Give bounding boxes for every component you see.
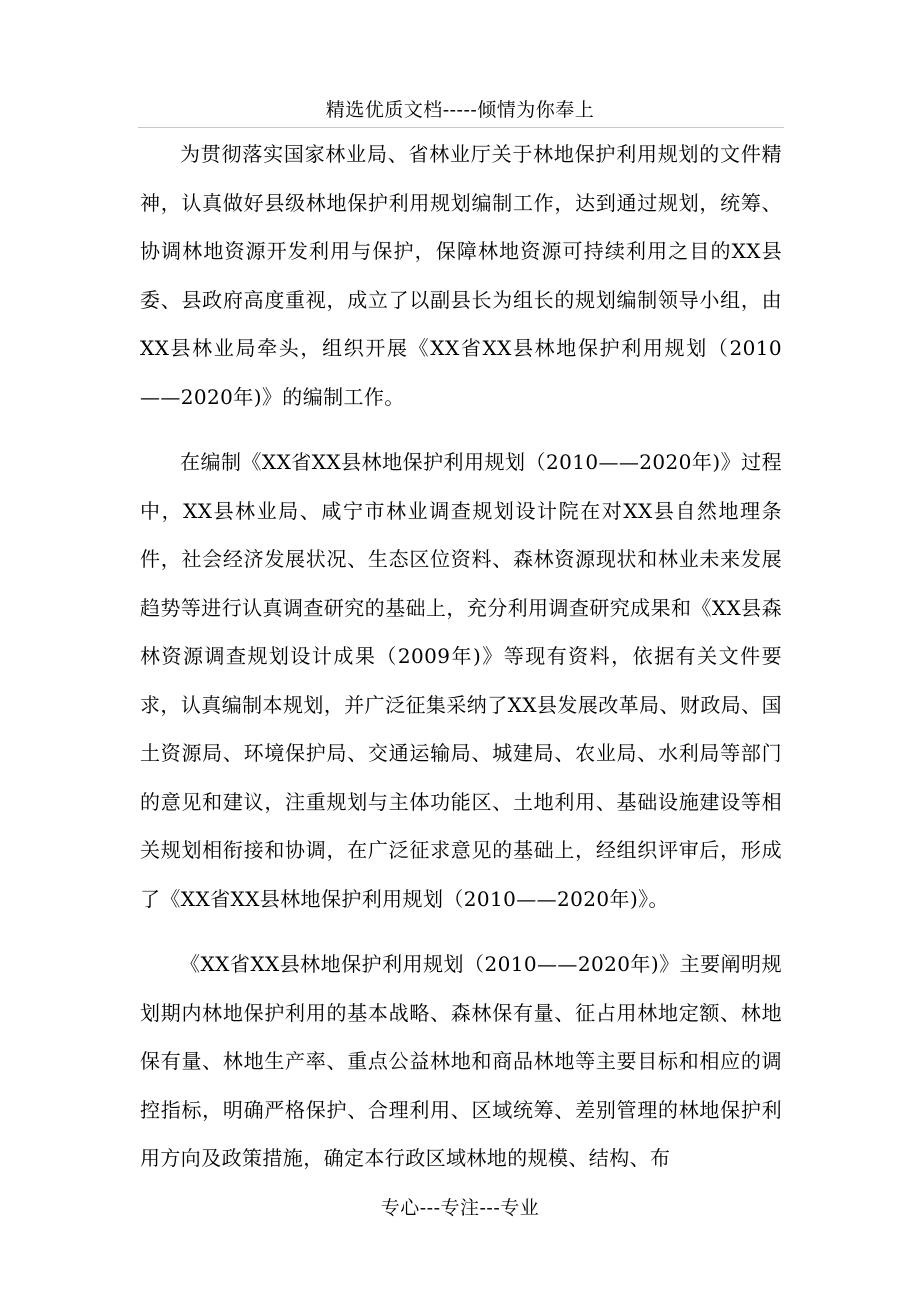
document-body [140,130,782,1200]
paragraph-1: 为贯彻落实国家林业局、省林业厅关于林地保护利用规划的文件精神，认真做好县级林地保护利用规划编制工作，达到通过规划，统筹、协调林地资源开发利用与保护，保障林地资源可持续利用之目的XX县委、县政府高度重视，成立了以副县长为组长的规划编制领导小组，由XX县林业局牵头，组织开展《XX省XX县林地保护利用规划（2010——2020年)》的编制工作。 [140,142,782,409]
header-divider [138,127,784,128]
paragraph-3: 《XX省XX县林地保护利用规划（2010——2020年)》主要阐明规划期内林地保护利用的基本战略、森林保有量、征占用林地定额、林地保有量、林地生产率、重点公益林地和商品林地等主要目标和相应的调控指标，明确严格保护、合理利用、区域统筹、差别管理的林地保护利用方向及政策措施，确定本行政区域林地的规模、结构、布 [140,952,782,1170]
page-footer: 专心---专注---专业 [380,1197,540,1219]
page-header: 精选优质文档-----倾情为你奉上 [325,99,595,121]
paragraph-2: 在编制《XX省XX县林地保护利用规划（2010——2020年)》过程中，XX县林业局、咸宁市林业调查规划设计院在对XX县自然地理条件，社会经济发展状况、生态区位资料、森林资源现状和林业未来发展趋势等进行认真调查研究的基础上，充分利用调查研究成果和《XX县森林资源调查规划设计成果（2009年)》等现有资料，依据有关文件要求，认真编制本规划，并广泛征集采纳了XX县发展改革局、财政局、国土资源局、环境保护局、交通运输局、城建局、农业局、水利局等部门的意见和建议，注重规划与主体功能区、土地利用、基础设施建设等相关规划相衔接和协调，在广泛征求意见的基础上，经组织评审后，形成了《XX省XX县林地保护利用规划（2010——2020年)》。 [140,450,782,911]
